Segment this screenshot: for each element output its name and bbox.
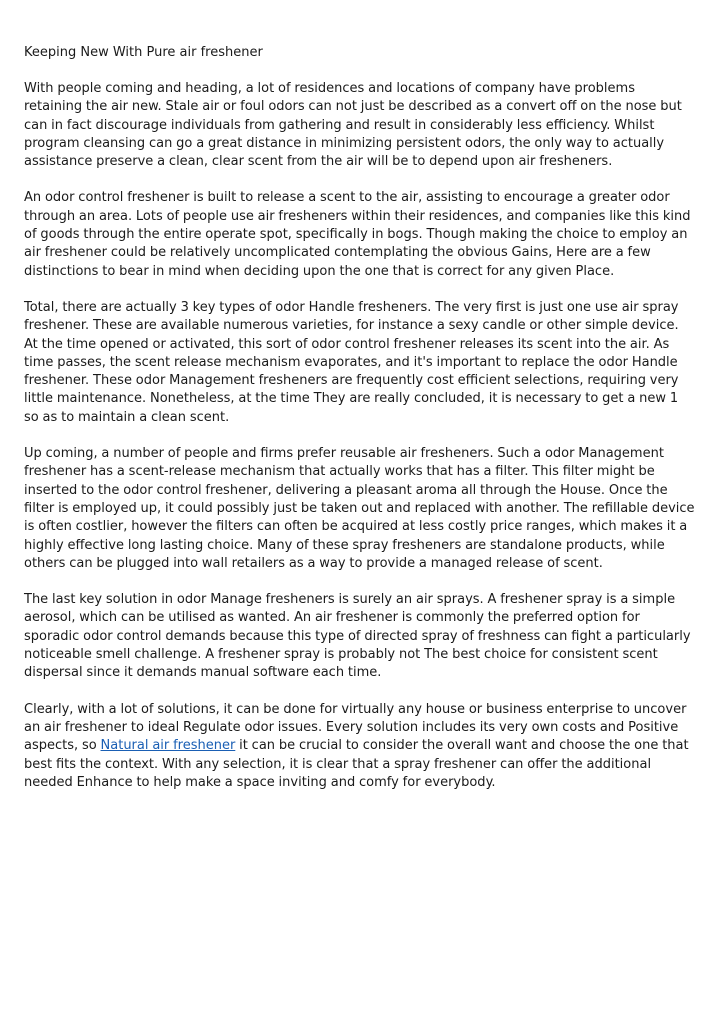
paragraph-5: The last key solution in odor Manage fresheners is surely an air sprays. A freshener spray is a simple aerosol, which can be utilised as wanted. An air freshener is commonly the preferred option for sporadic odor control demands because this type of directed spray of freshness can fight a particularly noticeable smell challenge. A freshener spray is probably not The best choice for consistent scent dispersal since it demands manual software each time.	[24, 592, 691, 681]
natural-air-freshener-link[interactable]: Natural air freshener	[100, 738, 236, 754]
paragraph-1: With people coming and heading, a lot of residences and locations of company have problems retaining the air new. Stale air or foul odors can not just be described as a convert off on the nose but can in fact discourage individuals from gathering and result in considerably less efficiency. Whilst program cleansing can go a great distance in minimizing persistent odors, the only way to actually assistance preserve a clean, clear scent from the air will be to depend upon air fresheners.	[24, 81, 682, 170]
paragraph-6-text-after-link: it can be crucial to consider the overall want and choose the one that best fits the context. With any selection, it is clear that a spray freshener can offer the additional needed Enhance to help make a space inviting and comfy for everybody.	[24, 738, 689, 790]
paragraph-3: Total, there are actually 3 key types of odor Handle fresheners. The very first is just one use air spray freshener. These are available numerous varieties, for instance a sexy candle or other simple device. At the time opened or activated, this sort of odor control freshener releases its scent into the air. As time passes, the scent release mechanism evaporates, and it's important to replace the odor Handle freshener. These odor Management fresheners are frequently cost efficient selections, requiring very little maintenance. Nonetheless, at the time They are really concluded, it is necessary to get a new 1 so as to maintain a clean scent.	[24, 299, 679, 425]
paragraph-4: Up coming, a number of people and firms prefer reusable air fresheners. Such a odor Management freshener has a scent-release mechanism that actually works that has a filter. This filter might be inserted to the odor control freshener, delivering a pleasant aroma all through the House. Once the filter is employed up, it could possibly just be taken out and replaced with another. The refillable device is often costlier, however the filters can often be acquired at less costly price ranges, which makes it a highly effective long lasting choice. Many of these spray fresheners are standalone products, while others can be plugged into wall retailers as a way to provide a managed release of scent.	[24, 446, 695, 571]
paragraph-2: An odor control freshener is built to release a scent to the air, assisting to encourage a greater odor through an area. Lots of people use air fresheners within their residences, and companies like this kind of goods through the entire operate spot, specifically in bogs. Though making the choice to employ an air freshener could be relatively uncomplicated contemplating the obvious Gains, Here are a few distinctions to bear in mind when deciding upon the one that is correct for any given Place.	[24, 190, 691, 279]
paragraph-6-text-before-link: Clearly, with a lot of solutions, it can be done for virtually any house or business enterprise to uncover an air freshener to ideal Regulate odor issues. Every solution includes its very own costs and Positive aspects, so	[24, 701, 687, 754]
document-page	[24, 44, 696, 810]
paragraph-6	[24, 701, 696, 792]
document-title: Keeping New With Pure air freshener	[24, 45, 263, 60]
